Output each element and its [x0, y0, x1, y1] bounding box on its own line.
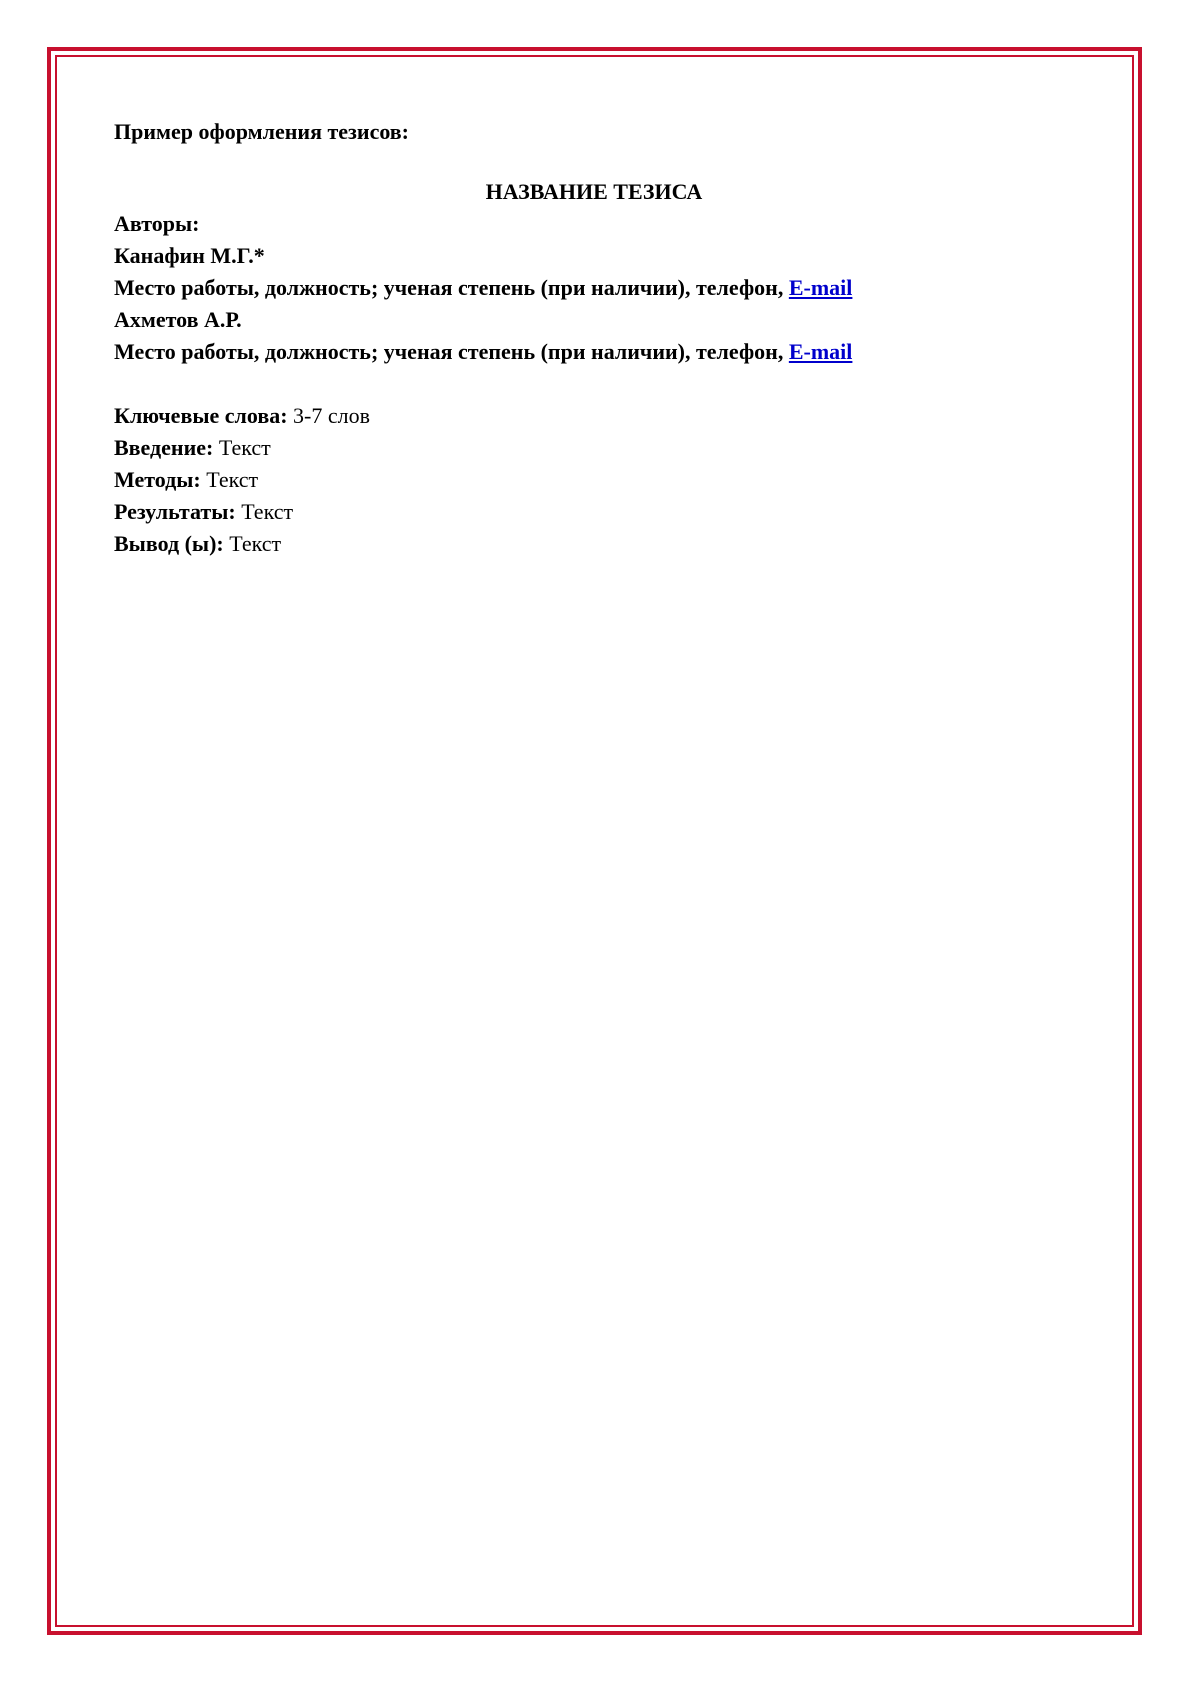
- section-keywords: [114, 400, 1074, 432]
- section-keywords-value: 3-7 слов: [287, 403, 370, 428]
- section-conclusion-label: Вывод (ы):: [114, 531, 224, 556]
- section-introduction-value: Текст: [213, 435, 271, 460]
- author-affiliation-text-2: Место работы, должность; ученая степень (при наличии), телефон,: [114, 339, 789, 364]
- author-name-2: Ахметов А.Р.: [114, 307, 242, 332]
- section-conclusion: [114, 528, 1074, 560]
- section-spacer: [114, 368, 1074, 400]
- section-methods-value: Текст: [200, 467, 259, 492]
- section-results-label: Результаты:: [114, 499, 236, 524]
- section-methods-label: Методы:: [114, 467, 201, 492]
- document-heading: Пример оформления тезисов:: [114, 119, 409, 144]
- section-introduction: [114, 432, 1074, 464]
- section-results-value: Текст: [235, 499, 294, 524]
- author-email-link-2[interactable]: E-mail: [788, 339, 853, 364]
- author-name-1: Канафин М.Г.*: [114, 243, 265, 268]
- author-affiliation-2: [114, 336, 1074, 368]
- document-content: [114, 116, 1074, 560]
- author-affiliation-1: [114, 272, 1074, 304]
- section-keywords-label: Ключевые слова:: [114, 403, 288, 428]
- author-affiliation-text-1: Место работы, должность; ученая степень (при наличии), телефон,: [114, 275, 789, 300]
- section-conclusion-value: Текст: [223, 531, 282, 556]
- section-results: [114, 496, 1074, 528]
- section-introduction-label: Введение:: [114, 435, 214, 460]
- thesis-title: НАЗВАНИЕ ТЕЗИСА: [485, 179, 703, 204]
- authors-label: Авторы:: [114, 211, 200, 236]
- author-email-link-1[interactable]: E-mail: [788, 275, 853, 300]
- section-methods: [114, 464, 1074, 496]
